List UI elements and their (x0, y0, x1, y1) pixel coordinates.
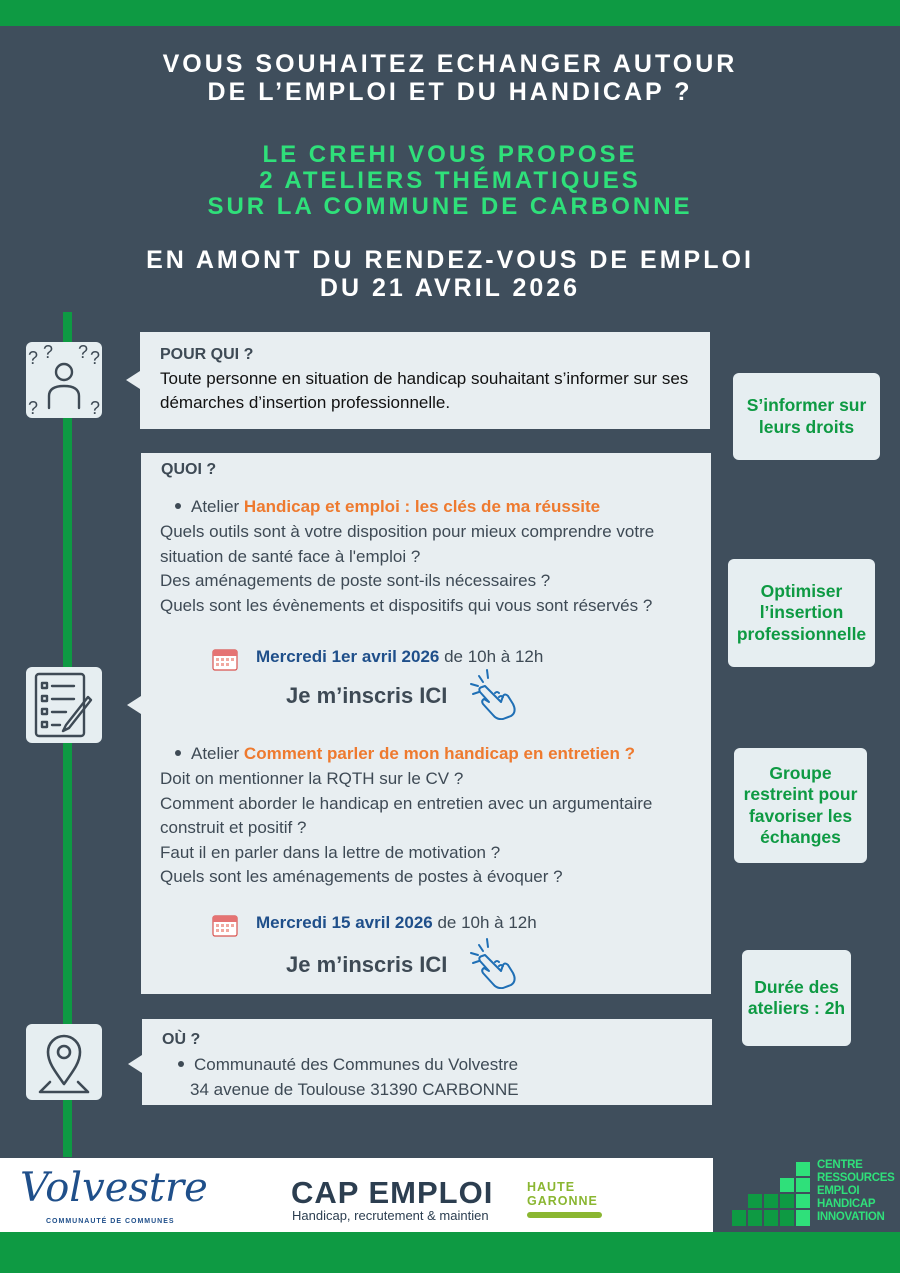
atelier-1-heading (159, 495, 600, 519)
address-line-1 (160, 1053, 518, 1077)
sub-heading (0, 142, 900, 220)
atelier-1-question: Quels sont les évènements et dispositifs qui vous sont réservés ? (160, 595, 653, 615)
event-heading (0, 246, 900, 302)
calendar-icon (212, 913, 238, 937)
svg-text:?: ? (28, 348, 39, 368)
crehi-word: RESSOURCES (817, 1172, 895, 1184)
svg-text:?: ? (43, 342, 54, 362)
svg-text:?: ? (90, 398, 101, 418)
crehi-wordmark (817, 1159, 895, 1224)
card-pointer (126, 371, 140, 389)
svg-text:?: ? (90, 348, 101, 368)
atelier-1-questions (160, 520, 705, 618)
atelier-1-prefix: Atelier (191, 497, 244, 516)
sub-heading-line-2: 2 ATELIERS THÉMATIQUES (259, 167, 641, 194)
cap-region-line-1: HAUTE (527, 1180, 576, 1194)
atelier-1-question: Des aménagements de poste sont-ils nécessaires ? (160, 571, 551, 590)
quoi-card (141, 453, 711, 994)
pour-qui-text: Toute personne en situation de handicap souhaitant s’informer sur ses démarches d’insertion professionnelle. (160, 369, 689, 412)
ou-title: OÙ ? (162, 1031, 201, 1048)
atelier-2-questions (160, 767, 705, 890)
atelier-1-signup-link[interactable]: Je m’inscris ICI (286, 683, 448, 708)
pour-qui-title: POUR QUI ? (160, 346, 254, 363)
checklist-icon (26, 667, 102, 743)
volvestre-logo: Volvestre (20, 1165, 208, 1211)
atelier-2-question: Doit on mentionner la RQTH sur le CV ? (160, 769, 464, 788)
svg-text:?: ? (78, 342, 89, 362)
crehi-word: HANDICAP (817, 1198, 876, 1210)
svg-text:?: ? (28, 398, 39, 418)
atelier-2-signup-link[interactable]: Je m’inscris ICI (286, 952, 448, 977)
atelier-1-question: Quels outils sont à votre disposition pour mieux comprendre votre (160, 522, 655, 541)
atelier-1-date: Mercredi 1er avril 2026 (256, 647, 440, 666)
pointing-hand-icon[interactable] (461, 935, 523, 989)
cap-emploi-underline (527, 1212, 602, 1218)
event-heading-line-1: EN AMONT DU RENDEZ-VOUS DE EMPLOI (146, 246, 754, 274)
atelier-2-date-row (256, 913, 537, 933)
top-bar (0, 0, 900, 26)
atelier-2-question: Comment aborder le handicap en entretien avec un argumentaire (160, 793, 653, 813)
address-line-2: 34 avenue de Toulouse 31390 CARBONNE (190, 1080, 519, 1099)
card-pointer (128, 1055, 142, 1073)
atelier-2-question: construit et positif ? (160, 818, 307, 837)
sub-heading-line-3: SUR LA COMMUNE DE CARBONNE (207, 193, 693, 220)
bottom-bar (0, 1232, 900, 1273)
atelier-1-time: de 10h à 12h (439, 647, 544, 666)
heading-line-2: DE L’EMPLOI ET DU HANDICAP ? (207, 78, 693, 106)
side-box-rights: S’informer sur leurs droits (733, 373, 880, 460)
cap-emploi-region (527, 1180, 598, 1208)
question-person-icon (26, 342, 102, 418)
atelier-2-question: Quels sont les aménagements de postes à évoquer ? (160, 867, 563, 886)
event-heading-line-2: DU 21 AVRIL 2026 (319, 274, 581, 302)
cap-emploi-logo: CAP EMPLOI (291, 1175, 494, 1210)
address-name: Communauté des Communes du Volvestre (194, 1055, 519, 1074)
crehi-word: CENTRE (817, 1159, 863, 1171)
atelier-2-heading (159, 742, 635, 766)
location-pin-icon (26, 1024, 102, 1100)
volvestre-subtitle: COMMUNAUTÉ DE COMMUNES (46, 1218, 175, 1225)
ou-card (142, 1019, 712, 1105)
cap-emploi-tagline: Handicap, recrutement & maintien (292, 1208, 489, 1223)
atelier-2-date: Mercredi 15 avril 2026 (256, 913, 433, 932)
side-box-small-group: Groupe restreint pour favoriser les échanges (734, 748, 867, 863)
card-pointer (127, 696, 141, 714)
atelier-2-question: Faut il en parler dans la lettre de motivation ? (160, 842, 501, 862)
atelier-2-prefix: Atelier (191, 744, 244, 763)
atelier-1-name: Handicap et emploi : les clés de ma réussite (243, 497, 601, 516)
atelier-2-time: de 10h à 12h (432, 913, 537, 932)
pointing-hand-icon[interactable] (461, 666, 523, 720)
side-box-insertion: Optimiser l’insertion professionnelle (728, 559, 875, 667)
cap-region-line-2: GARONNE (527, 1194, 598, 1208)
atelier-2-name: Comment parler de mon handicap en entretien ? (243, 744, 635, 763)
crehi-word: EMPLOI (817, 1185, 860, 1197)
atelier-1-date-row (256, 647, 543, 667)
calendar-icon (212, 647, 238, 671)
atelier-1-question: situation de santé face à l'emploi ? (160, 546, 421, 566)
quoi-title: QUOI ? (161, 461, 217, 478)
sub-heading-line-1: LE CREHI VOUS PROPOSE (262, 141, 638, 168)
main-heading (0, 50, 900, 106)
heading-line-1: VOUS SOUHAITEZ ECHANGER AUTOUR (162, 50, 738, 78)
crehi-word: INNOVATION (817, 1211, 885, 1223)
pour-qui-card (140, 332, 710, 429)
side-box-duration: Durée des ateliers : 2h (742, 950, 851, 1046)
